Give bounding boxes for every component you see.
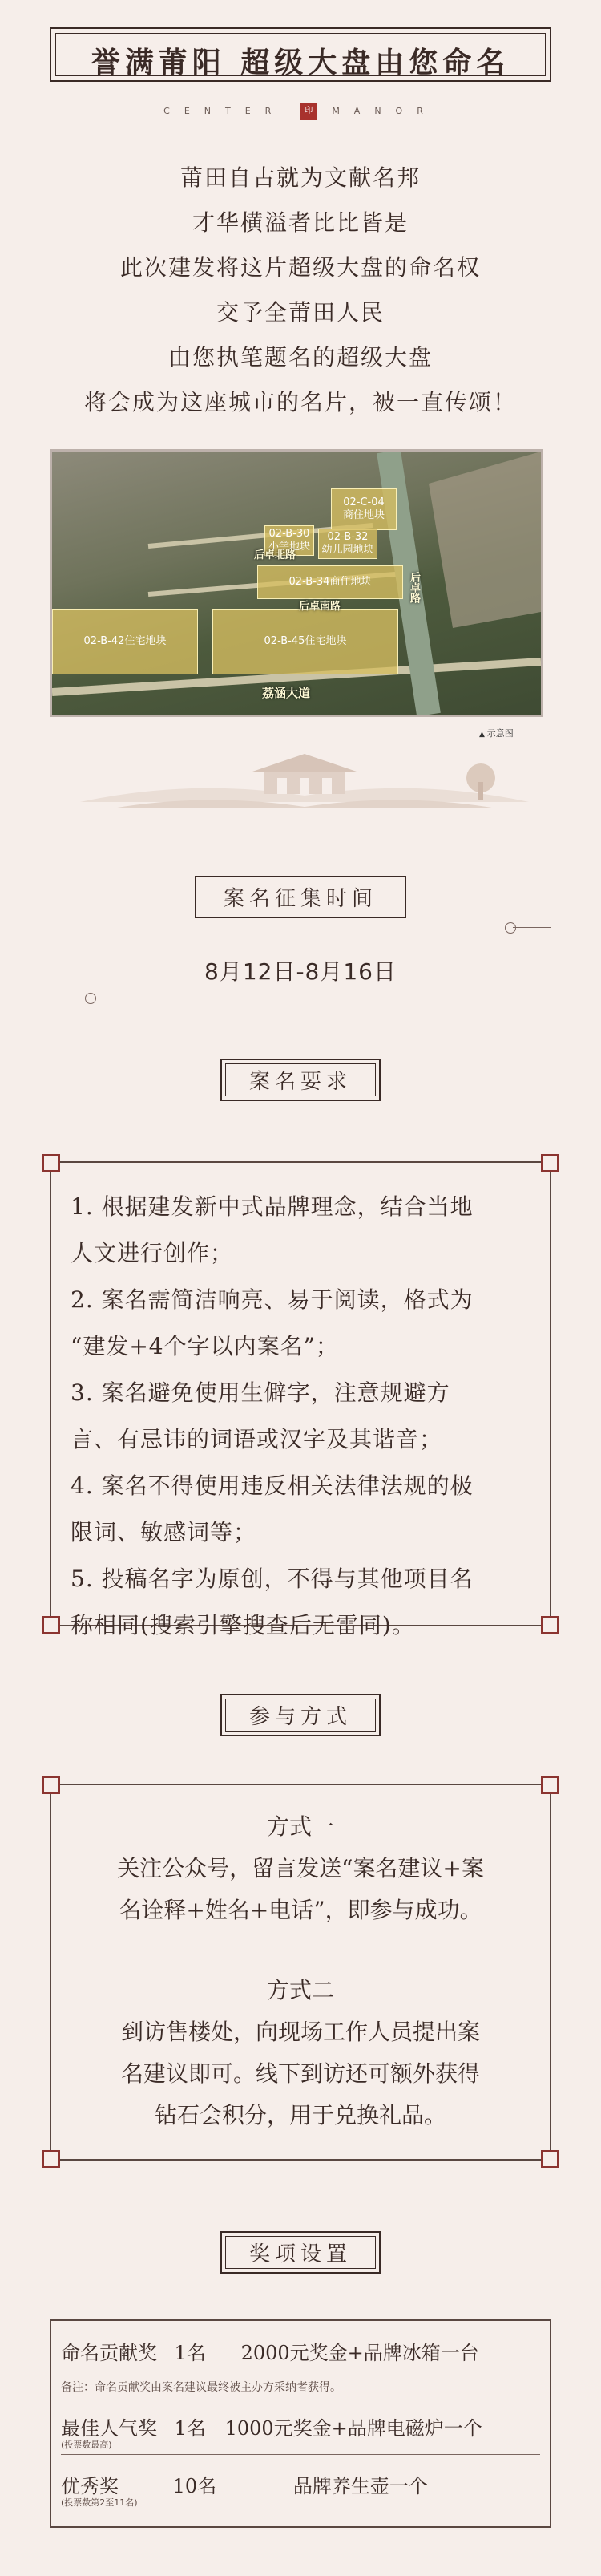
divider: [61, 2454, 540, 2455]
prize-row: [61, 2412, 540, 2440]
intro-line: 才华横溢者比比皆是: [192, 209, 409, 236]
intro-line: 莆田自古就为文献名邦: [179, 164, 421, 191]
road-label-main: 荔涵大道: [262, 686, 311, 700]
zone-b42: [52, 609, 198, 674]
zone-b45: [212, 609, 398, 674]
zone-label: 02-B-45住宅地块: [264, 635, 347, 647]
requirement-line: 限词、敏感词等；: [71, 1519, 257, 1545]
road-label-east: 后卓路: [408, 572, 420, 603]
way2-title: 方式二: [266, 1977, 334, 2003]
corner-ornament-icon: [541, 1776, 559, 1794]
zone-label: 02-B-34商住地块: [288, 576, 372, 588]
section-requirements-title: 案名要求: [220, 1059, 381, 1101]
prize-count: 1名: [174, 2342, 206, 2364]
zone-b34: [257, 565, 403, 599]
zone-label: 02-B-42住宅地块: [83, 635, 167, 647]
requirement-line: 2. 案名需简洁响亮、易于阅读，格式为: [71, 1286, 474, 1313]
map-caption: ▲ 示意图: [479, 727, 514, 739]
section-time-title: 案名征集时间: [195, 876, 406, 918]
intro-line: 将会成为这座城市的名片，被一直传颂！: [83, 389, 517, 415]
zone-label: 02-B-32 幼儿园地块: [321, 531, 374, 556]
corner-ornament-icon: [541, 1616, 559, 1634]
requirement-line: “建发+4个字以内案名”；: [71, 1333, 339, 1359]
intro-line: 交予全莆田人民: [216, 299, 385, 326]
zone-label: 02-C-04 商住地块: [342, 496, 385, 521]
section-participation-title: 参与方式: [220, 1694, 381, 1736]
section-participation: [0, 1694, 601, 1736]
zone-b32: [318, 529, 377, 559]
prize-name: 最佳人气奖: [61, 2417, 157, 2440]
zone-label: 02-B-30 小学地块: [268, 528, 310, 553]
spacer: [71, 1931, 530, 1970]
prize-count: 10名: [172, 2475, 217, 2497]
prize-note: 备注：命名贡献奖由案名建议最终被主办方采纳者获得。: [61, 2381, 341, 2394]
cloud-ornament-icon: [503, 922, 551, 934]
corner-ornament-icon: [42, 1616, 60, 1634]
subtitle-left: CENTER: [163, 106, 286, 116]
way2-line: 钻石会积分，用于兑换礼品。: [154, 2102, 446, 2128]
prize-row: [61, 2337, 540, 2365]
prize-reward: 1000元奖金+品牌电磁炉一个: [224, 2417, 482, 2440]
prize-subnote: (投票数最高): [61, 2440, 112, 2450]
subtitle-right: MANOR: [332, 106, 438, 116]
requirement-line: 言、有忌讳的词语或汉字及其谐音；: [71, 1426, 443, 1452]
participation-card: [50, 1784, 551, 2161]
corner-ornament-icon: [541, 2150, 559, 2168]
way1-line: 关注公众号，留言发送“案名建议+案: [117, 1855, 484, 1881]
requirements-card: [50, 1161, 551, 1638]
prize-subnote: (投票数第2至11名): [61, 2497, 138, 2508]
aerial-map: [50, 449, 543, 717]
prize-row: [61, 2470, 540, 2498]
intro-text: [0, 156, 601, 425]
corner-ornament-icon: [541, 1154, 559, 1172]
section-time: [0, 876, 601, 918]
way1-title: 方式一: [266, 1813, 334, 1840]
requirement-line: 5. 投稿名字为原创，不得与其他项目名: [71, 1565, 474, 1592]
road-label-north: 后卓北路: [254, 549, 296, 561]
corner-ornament-icon: [42, 1154, 60, 1172]
intro-line: 由您执笔题名的超级大盘: [167, 344, 433, 371]
prize-name: 命名贡献奖: [61, 2342, 157, 2364]
zone-c04: [331, 488, 397, 530]
seal-icon: 印: [300, 103, 317, 120]
section-prizes-title: 奖项设置: [220, 2231, 381, 2274]
requirement-line: 3. 案名避免使用生僻字，注意规避方: [71, 1379, 450, 1406]
way2-line: 名建议即可。线下到访还可额外获得: [120, 2060, 480, 2087]
page-title: 誉满莆阳 超级大盘由您命名: [91, 46, 510, 79]
prize-reward: 品牌养生壶一个: [292, 2475, 428, 2497]
requirement-line: 1. 根据建发新中式品牌理念，结合当地: [71, 1193, 474, 1220]
way2-line: 到访售楼处，向现场工作人员提出案: [120, 2019, 480, 2045]
requirement-line: 人文进行创作；: [71, 1240, 234, 1266]
section-prizes: [0, 2231, 601, 2274]
way1-line: 名诠释+姓名+电话”，即参与成功。: [119, 1897, 482, 1923]
section-requirements: [0, 1059, 601, 1101]
requirement-line: 称相同(搜索引擎搜查后无雷同)。: [71, 1612, 415, 1638]
corner-ornament-icon: [42, 1776, 60, 1794]
subtitle: [0, 103, 601, 120]
pavilion-illustration: [80, 746, 529, 812]
collection-dates: 8月12日-8月16日: [204, 958, 397, 985]
prize-name: 优秀奖: [61, 2475, 119, 2497]
requirement-line: 4. 案名不得使用违反相关法律法规的极: [71, 1472, 474, 1499]
title-frame: [50, 27, 551, 82]
corner-ornament-icon: [42, 2150, 60, 2168]
prizes-table: [50, 2319, 551, 2528]
prize-reward: 2000元奖金+品牌冰箱一台: [240, 2342, 479, 2364]
intro-line: 此次建发将这片超级大盘的命名权: [119, 254, 481, 281]
road-label-south: 后卓南路: [299, 601, 341, 613]
prize-count: 1名: [174, 2417, 206, 2440]
cloud-ornament-icon: [50, 993, 98, 1004]
